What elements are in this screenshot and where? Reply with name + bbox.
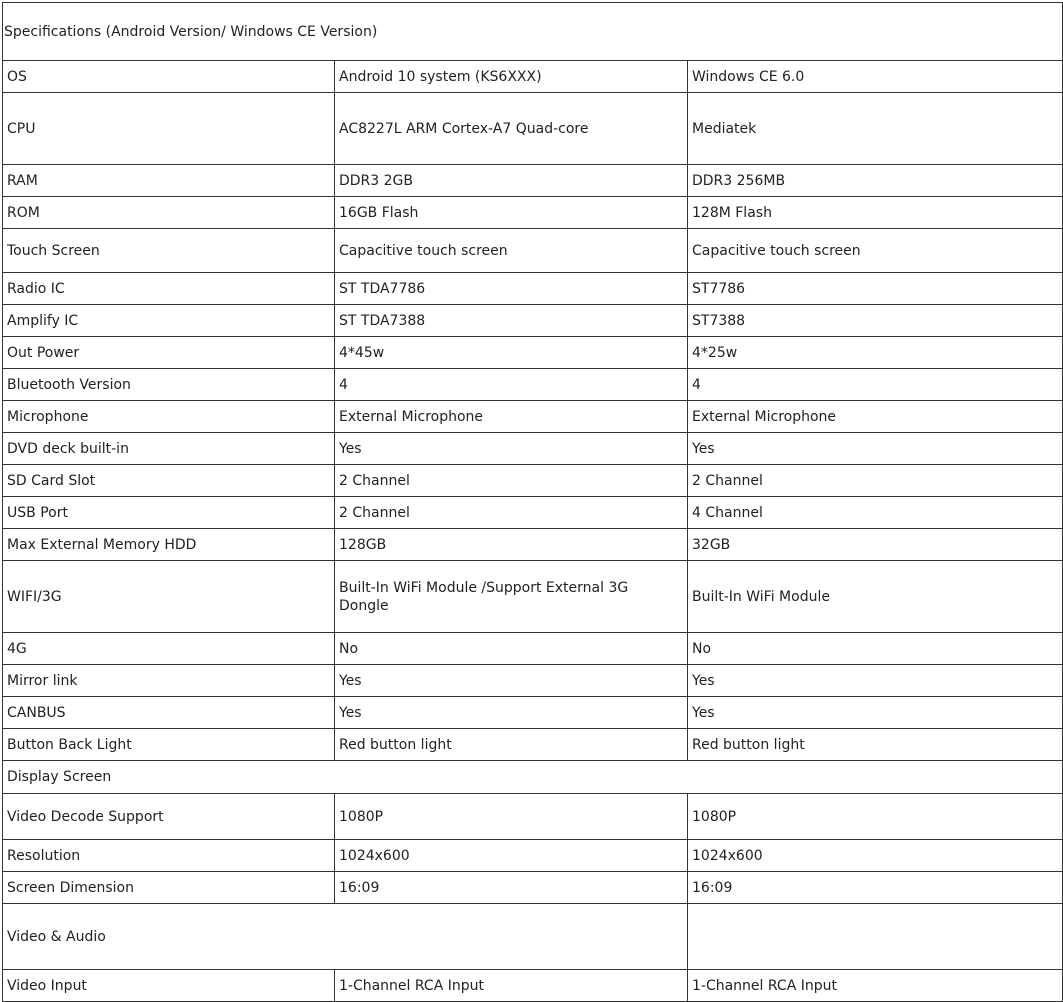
row-label: CPU [3,93,335,165]
table-row-video-input [3,970,1063,1002]
wince-value: Yes [688,665,1063,697]
table-row-microphone [3,401,1063,433]
wince-value: 1080P [688,794,1063,840]
android-value: DDR3 2GB [335,165,688,197]
row-label: USB Port [3,497,335,529]
table-row-out-power [3,337,1063,369]
android-value: 1-Channel RCA Input [335,970,688,1002]
row-label: Button Back Light [3,729,335,761]
wince-value: 1024x600 [688,840,1063,872]
wince-value: No [688,633,1063,665]
table-row-touch-screen [3,229,1063,273]
table-row-4g [3,633,1063,665]
android-value: No [335,633,688,665]
row-label: 4G [3,633,335,665]
row-label: Out Power [3,337,335,369]
android-value: ST TDA7388 [335,305,688,337]
section-row-video-audio [3,904,1063,970]
table-row-rom [3,197,1063,229]
row-label: CANBUS [3,697,335,729]
table-row-bluetooth-version [3,369,1063,401]
wince-value: Mediatek [688,93,1063,165]
wince-value: 4*25w [688,337,1063,369]
android-value: External Microphone [335,401,688,433]
android-value: Yes [335,665,688,697]
table-row-canbus [3,697,1063,729]
android-value: 2 Channel [335,465,688,497]
section-row-display-screen [3,761,1063,794]
wince-value: Windows CE 6.0 [688,61,1063,93]
table-row-ram [3,165,1063,197]
android-value: 2 Channel [335,497,688,529]
android-value: 1080P [335,794,688,840]
table-row-radio-ic [3,273,1063,305]
row-label: Touch Screen [3,229,335,273]
title-row [3,3,1063,61]
android-value: Android 10 system (KS6XXX) [335,61,688,93]
row-label: RAM [3,165,335,197]
table-title: Specifications (Android Version/ Windows CE Version) [3,3,1063,61]
row-label: Mirror link [3,665,335,697]
table-row-video-decode [3,794,1063,840]
specifications-table [2,2,1063,1002]
android-value: Yes [335,697,688,729]
table-row-sd-card-slot [3,465,1063,497]
wince-value: 128M Flash [688,197,1063,229]
wince-value: Built-In WiFi Module [688,561,1063,633]
row-label: Video Decode Support [3,794,335,840]
row-label: OS [3,61,335,93]
row-label: Microphone [3,401,335,433]
table-row-mirror-link [3,665,1063,697]
android-value: Built-In WiFi Module /Support External 3G Dongle [335,561,688,633]
table-row-button-back-light [3,729,1063,761]
wince-value: Yes [688,697,1063,729]
android-value: 16GB Flash [335,197,688,229]
wince-value: 4 Channel [688,497,1063,529]
wince-value: 16:09 [688,872,1063,904]
row-label: Amplify IC [3,305,335,337]
row-label: Screen Dimension [3,872,335,904]
android-value: ST TDA7786 [335,273,688,305]
row-label: Video Input [3,970,335,1002]
row-label: ROM [3,197,335,229]
table-row-os [3,61,1063,93]
row-label: SD Card Slot [3,465,335,497]
android-value: 128GB [335,529,688,561]
row-label: Radio IC [3,273,335,305]
table-row-dvd-deck [3,433,1063,465]
table-row-resolution [3,840,1063,872]
table-row-wifi-3g [3,561,1063,633]
android-value: AC8227L ARM Cortex-A7 Quad-core [335,93,688,165]
wince-value: ST7786 [688,273,1063,305]
android-value: 4*45w [335,337,688,369]
table-row-amplify-ic [3,305,1063,337]
android-value: 16:09 [335,872,688,904]
wince-value: 1-Channel RCA Input [688,970,1063,1002]
section-heading: Display Screen [3,761,1063,794]
android-value: Capacitive touch screen [335,229,688,273]
wince-value: Capacitive touch screen [688,229,1063,273]
android-value: 4 [335,369,688,401]
wince-value: Yes [688,433,1063,465]
android-value: 1024x600 [335,840,688,872]
section-heading: Video & Audio [3,904,688,970]
table-row-cpu [3,93,1063,165]
empty-cell [688,904,1063,970]
row-label: Resolution [3,840,335,872]
table-row-screen-dimension [3,872,1063,904]
wince-value: Red button light [688,729,1063,761]
wince-value: External Microphone [688,401,1063,433]
table-row-max-external-memory [3,529,1063,561]
wince-value: 2 Channel [688,465,1063,497]
android-value: Red button light [335,729,688,761]
wince-value: DDR3 256MB [688,165,1063,197]
row-label: Max External Memory HDD [3,529,335,561]
table-row-usb-port [3,497,1063,529]
row-label: DVD deck built-in [3,433,335,465]
wince-value: 32GB [688,529,1063,561]
android-value: Yes [335,433,688,465]
row-label: Bluetooth Version [3,369,335,401]
wince-value: 4 [688,369,1063,401]
row-label: WIFI/3G [3,561,335,633]
wince-value: ST7388 [688,305,1063,337]
